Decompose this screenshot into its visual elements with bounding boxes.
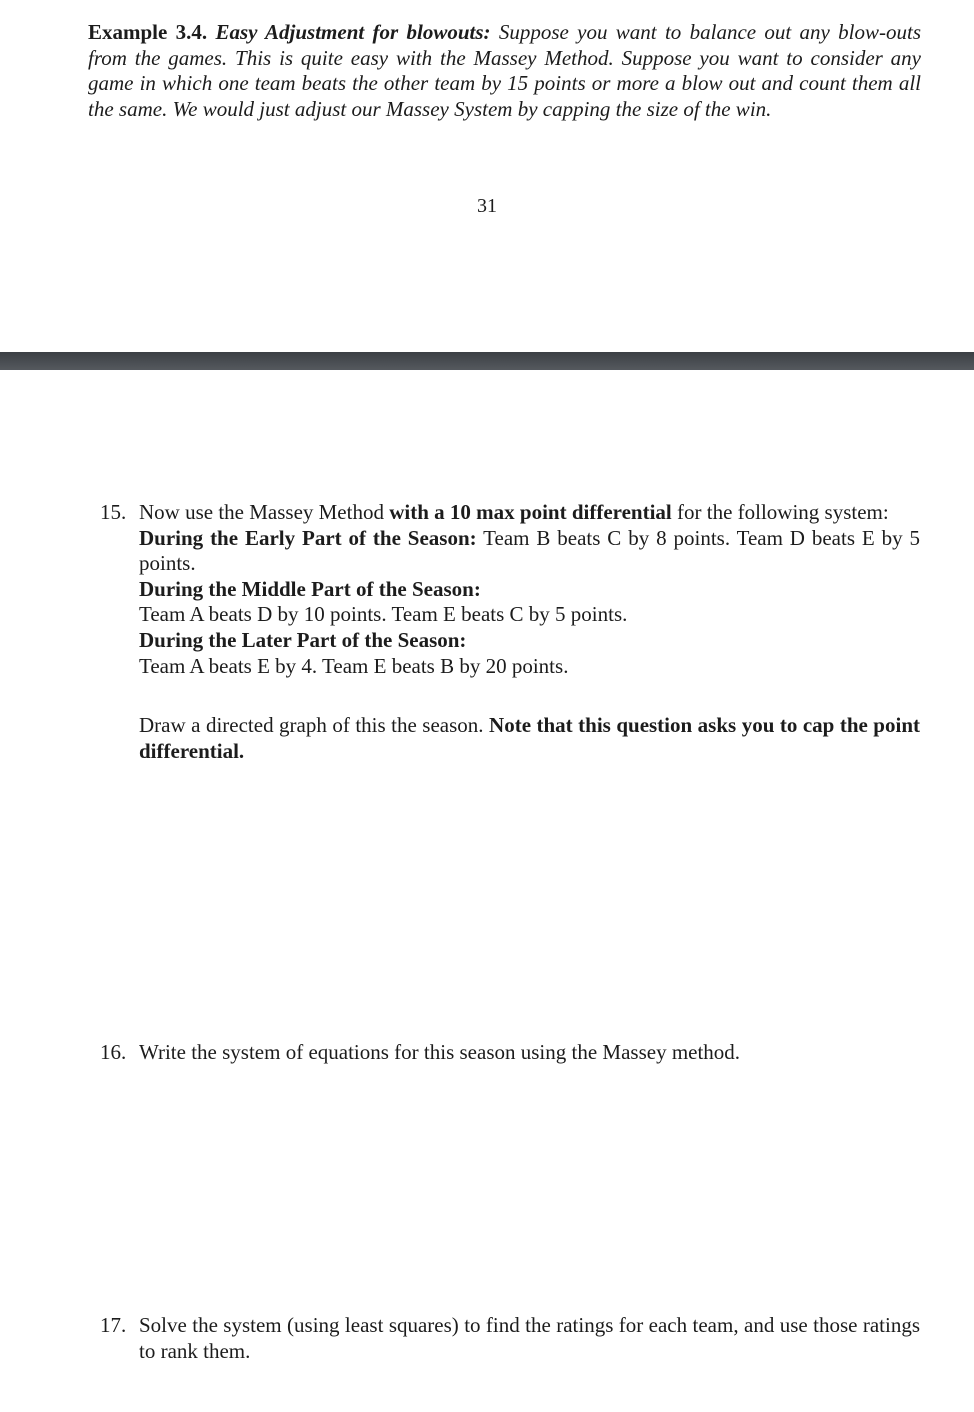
upper-page	[0, 0, 974, 352]
example-text: Suppose you want to balance out any blow-outs from the games. This is quite easy with the Massey Method. Suppose you want to consider any game in which one team beats the other team by 15 points or more a blow out and count them all the same. We would just adjust our Massey System by capping the size of the win.	[88, 20, 922, 121]
question-text: Solve the system (using least squares) to find the ratings for each team, and use those ratings to rank them.	[139, 1313, 920, 1363]
later-text: Team A beats E by 4. Team E beats B by 20 points.	[139, 653, 569, 678]
intro-text: Now use the Massey Method	[139, 500, 384, 524]
example-block	[88, 20, 921, 122]
middle-heading: During the Middle Part of the Season:	[139, 576, 481, 601]
page-number: 31	[477, 195, 497, 217]
question-body	[139, 500, 920, 764]
example-title: Easy Adjustment for blowouts:	[215, 20, 491, 44]
early-heading: During the Early Part of the Season:	[139, 525, 477, 550]
question-17	[100, 1313, 920, 1364]
draw-instruction	[139, 713, 920, 764]
question-15	[100, 500, 920, 764]
question-text: Write the system of equations for this season using the Massey method.	[139, 1040, 741, 1064]
early-text: Team B beats C by 8 points. Team D beats E by 5 points.	[139, 525, 920, 576]
draw-text: Draw a directed graph of this the season.	[139, 713, 484, 738]
question-intro	[139, 500, 920, 526]
draw-note: Note that this question asks you to cap the point differential.	[139, 713, 920, 763]
intro-text-end: for the following system:	[677, 500, 889, 524]
early-season	[139, 526, 920, 577]
spacer	[139, 679, 920, 713]
question-number: 17.	[100, 1313, 127, 1337]
question-number: 15.	[100, 500, 127, 524]
intro-emphasis: with a 10 max point differential	[389, 500, 672, 524]
question-16	[100, 1040, 920, 1066]
later-heading: During the Later Part of the Season:	[139, 627, 467, 652]
question-number: 16.	[100, 1040, 127, 1064]
page-divider	[0, 352, 974, 370]
example-label: Example 3.4.	[88, 20, 208, 44]
middle-text: Team A beats D by 10 points. Team E beats C by 5 points.	[139, 602, 628, 627]
